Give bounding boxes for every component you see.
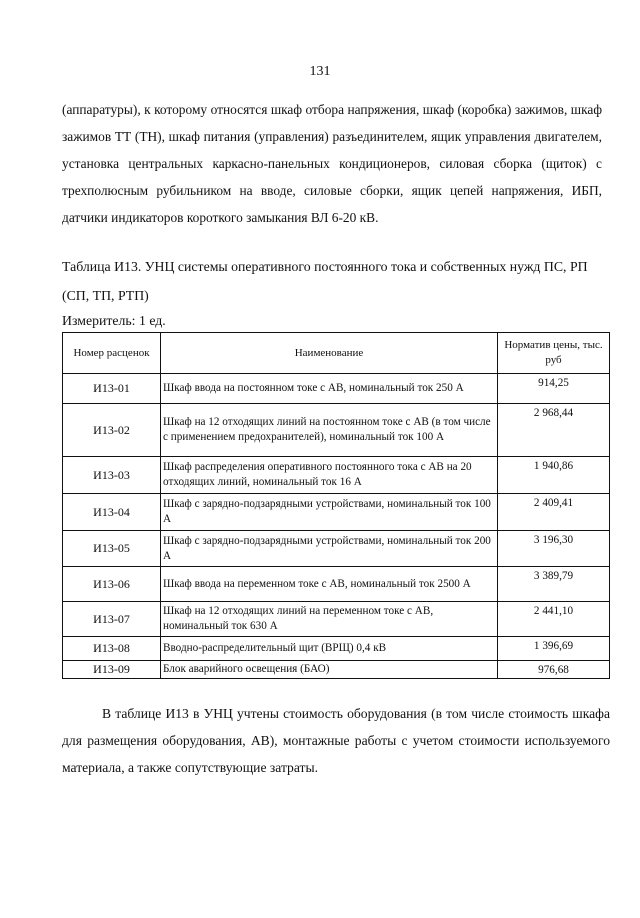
row-price: 2 441,10 xyxy=(498,602,610,637)
row-price: 976,68 xyxy=(498,661,610,679)
table-caption: Таблица И13. УНЦ системы оперативного постоянного тока и собственных нужд ПС, РП (СП, ТП, РТП) xyxy=(62,259,588,303)
row-price: 1 940,86 xyxy=(498,457,610,494)
header-price: Норматив цены, тыс. руб xyxy=(498,333,610,374)
table-row xyxy=(63,661,610,679)
outro-text: В таблице И13 в УНЦ учтены стоимость оборудования (в том числе стоимость шкафа для размещения оборудования, АВ), монтажные работы с учетом стоимости используемого материала, а также сопутствующие затраты. xyxy=(62,706,610,775)
table-row xyxy=(63,637,610,661)
row-price: 1 396,69 xyxy=(498,637,610,661)
outro-paragraph xyxy=(62,700,610,781)
table-row xyxy=(63,531,610,567)
row-code: И13-01 xyxy=(63,374,161,404)
row-code: И13-06 xyxy=(63,567,161,602)
table-row xyxy=(63,404,610,457)
row-name: Шкаф ввода на переменном токе с АВ, номинальный ток 2500 А xyxy=(161,567,498,602)
row-name: Шкаф на 12 отходящих линий на переменном токе с АВ, номинальный ток 630 А xyxy=(161,602,498,637)
header-code: Номер расценок xyxy=(63,333,161,374)
row-price: 2 409,41 xyxy=(498,494,610,531)
table-row xyxy=(63,602,610,637)
row-name: Шкаф распределения оперативного постоянного тока с АВ на 20 отходящих линий, номинальный ток 16 А xyxy=(161,457,498,494)
table-row xyxy=(63,567,610,602)
row-code: И13-02 xyxy=(63,404,161,457)
row-price: 914,25 xyxy=(498,374,610,404)
row-price: 3 389,79 xyxy=(498,567,610,602)
table-row xyxy=(63,457,610,494)
row-code: И13-09 xyxy=(63,661,161,679)
row-code: И13-07 xyxy=(63,602,161,637)
table-row xyxy=(63,494,610,531)
row-name: Шкаф на 12 отходящих линий на постоянном токе с АВ (в том числе с применением предохранителей), номинальный ток 100 А xyxy=(161,404,498,457)
row-code: И13-05 xyxy=(63,531,161,567)
page-number: 131 xyxy=(309,64,331,79)
row-name: Вводно-распределительный щит (ВРЩ) 0,4 кВ xyxy=(161,637,498,661)
row-code: И13-03 xyxy=(63,457,161,494)
table-header-row xyxy=(63,333,610,374)
row-price: 2 968,44 xyxy=(498,404,610,457)
unit-label: Измеритель: 1 ед. xyxy=(62,313,166,328)
row-name: Шкаф с зарядно-подзарядными устройствами, номинальный ток 200 А xyxy=(161,531,498,567)
row-code: И13-08 xyxy=(63,637,161,661)
header-name: Наименование xyxy=(161,333,498,374)
table-row xyxy=(63,374,610,404)
row-name: Шкаф с зарядно-подзарядными устройствами, номинальный ток 100 А xyxy=(161,494,498,531)
intro-paragraph: (аппаратуры), к которому относятся шкаф отбора напряжения, шкаф (коробка) зажимов, шкаф зажимов ТТ (ТН), шкаф питания (управления) разъединителем, ящик управления двигателем, установка центральных каркасно-панельных кондиционеров, силовая сборка (щиток) с трехполюсным рубильником на вводе, силовые сборки, ящик цепей напряжения, ИБП, датчики индикаторов короткого замыкания ВЛ 6-20 кВ. xyxy=(62,102,602,225)
row-name: Шкаф ввода на постоянном токе с АВ, номинальный ток 250 А xyxy=(161,374,498,404)
row-code: И13-04 xyxy=(63,494,161,531)
row-name: Блок аварийного освещения (БАО) xyxy=(161,661,498,679)
price-table xyxy=(62,332,610,679)
row-price: 3 196,30 xyxy=(498,531,610,567)
